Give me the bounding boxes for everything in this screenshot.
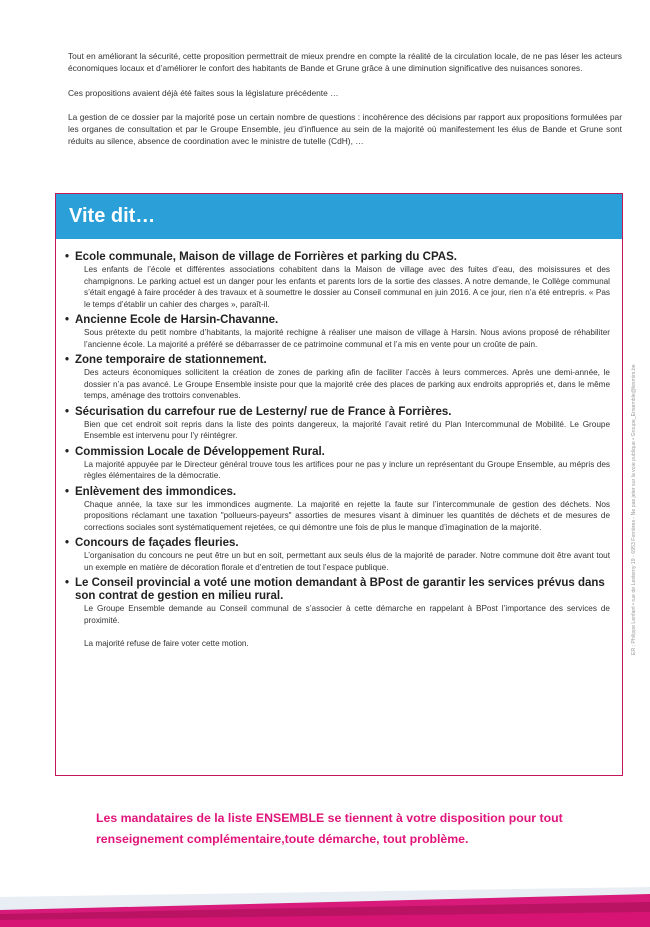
vite-dit-list	[65, 251, 610, 653]
item-body	[65, 367, 610, 402]
bullet-icon: •	[65, 445, 70, 458]
item-body	[65, 550, 610, 573]
item-body	[65, 327, 610, 350]
item-body	[65, 419, 610, 442]
decorative-footer-band	[0, 880, 650, 927]
list-item	[65, 537, 610, 573]
vite-dit-box	[55, 193, 623, 776]
intro-paragraph: La gestion de ce dossier par la majorité pose un certain nombre de questions : incohérence des décisions par rapport aux propositions formulées par les organes de consultation et par le Groupe Ensemble, jeu d’influence au sein de la majorité où manifestement les élus de Bande et Grune sont réduits au silence, absence de coordination avec le ministre de tutelle (CdH), …	[68, 111, 622, 147]
item-paragraph: Bien que cet endroit soit repris dans la liste des points dangereux, la majorité l’avait retiré du Plan Intercommunal de Mobilité. Le Groupe Ensemble est intervenu pour l’y réintégrer.	[84, 419, 610, 440]
item-title-text: Enlèvement des immondices.	[75, 485, 237, 498]
bullet-icon: •	[65, 314, 70, 326]
bullet-icon: •	[65, 354, 70, 366]
item-title	[65, 314, 610, 327]
list-item	[65, 406, 610, 442]
item-title	[65, 446, 610, 459]
item-title-text: Ancienne Ecole de Harsin-Chavanne.	[75, 314, 279, 326]
item-title	[65, 354, 610, 367]
item-body	[65, 459, 610, 482]
item-paragraph: La majorité appuyée par le Directeur général trouve tous les artifices pour ne pas y inclure un représentant du Groupe Ensemble, au mépris des règles élémentaires de la démocratie.	[84, 459, 610, 480]
item-title-text: Commission Locale de Développement Rural.	[75, 445, 325, 458]
item-title-text: Concours de façades fleuries.	[75, 537, 239, 549]
item-paragraph: Chaque année, la taxe sur les immondices augmente. La majorité en rejette la faute sur l’intercommunale de gestion des déchets. Nos propositions réclamant une taxation "pollueurs-payeurs" assorties de mesures visant à diminuer les quantités de déchets et de mesures de corrections sociales sont systématiquement rejetées, ce qui démontre une fois de plus le manque d’imagination de la majorité.	[84, 499, 610, 532]
bullet-icon: •	[65, 537, 70, 549]
item-paragraph: Des acteurs économiques sollicitent la création de zones de parking afin de faciliter l’accès à leurs commerces. Après une demi-année, le dossier n’a pas avancé. Le Groupe Ensemble insiste pour que la majorité crée des places de parking aux endroits appropriés et, dans le même temps, aménage des trottoirs convenables.	[84, 368, 610, 400]
item-paragraph: Sous prétexte du petit nombre d’habitants, la majorité rechigne à réaliser une maison de village à Harsin. Nous avions proposé de réhabiliter l’ancienne école. La majorité a préféré se débarrasser de ce patrimoine communal et l’a mis en vente pour un croûte de pain.	[84, 328, 610, 349]
bullet-icon: •	[65, 251, 70, 263]
item-body	[65, 499, 610, 534]
item-title-text: Sécurisation du carrefour rue de Lesterny/ rue de France à Forrières.	[75, 405, 452, 418]
item-paragraph: La majorité refuse de faire voter cette motion.	[84, 638, 249, 648]
list-item	[65, 486, 610, 534]
intro-text	[68, 50, 622, 160]
item-title-text: Ecole communale, Maison de village de Forrières et parking du CPAS.	[75, 251, 457, 263]
list-item	[65, 314, 610, 350]
item-paragraph: Le Groupe Ensemble demande au Conseil communal de s’associer à cette démarche en rappelant à BPost l’importance des services de proximité.	[84, 604, 610, 625]
item-title	[65, 251, 610, 264]
list-item	[65, 354, 610, 402]
bullet-icon: •	[65, 485, 70, 498]
list-item	[65, 251, 610, 310]
intro-paragraph: Tout en améliorant la sécurité, cette proposition permettrait de mieux prendre en compte la réalité de la circulation locale, de ne pas léser les acteurs économiques locaux et d’améliorer le confort des habitants de Bande et Grune grâce à une diminution significative des nuisances sonores.	[68, 51, 622, 74]
list-item	[65, 446, 610, 482]
contact-message: Les mandataires de la liste ENSEMBLE se tiennent à votre disposition pour tout renseignement complémentaire,toute démarche, tout problème.	[96, 811, 563, 846]
item-paragraph: Les enfants de l’école et différentes associations cohabitent dans la Maison de village avec des fuites d’eau, des moisissures et des champignons. Le parking actuel est un danger pour les enfants et parents lors de la sortie des classes. A notre demande, le Collège communal s’était engagé à faire procéder à des travaux et à soumettre le dossier au Conseil communal en juin 2016. A ce jour, rien n’a été entrepris. « Pas le temps d’établir un cahier des charges », paraît-il.	[84, 265, 610, 309]
bullet-icon: •	[65, 405, 70, 418]
item-paragraph: L’organisation du concours ne peut être un but en soit, permettant aux seuls élus de la majorité de parader. Notre commune doit être avant tout un exemple en matière de décoration florale et d’entretien de tout l’espace publique.	[84, 551, 610, 572]
box-title: Vite dit…	[56, 194, 622, 239]
item-body	[65, 603, 610, 649]
item-title-text: Le Conseil provincial a voté une motion demandant à BPost de garantir les services prévus dans son contrat de gestion en milieu rural.	[75, 577, 605, 602]
item-title	[65, 577, 610, 603]
intro-paragraph: Ces propositions avaient déjà été faites sous la législature précédente …	[68, 87, 339, 98]
list-item	[65, 577, 610, 649]
item-body	[65, 264, 610, 310]
publisher-note: ER : Philippe Lenfant • rue de Lesterny 19 - 6953 Forrières - Ne pas jeter sur la voie publique • Groupe_Ensemble@lesmirs.be	[631, 364, 637, 655]
item-title-text: Zone temporaire de stationnement.	[75, 354, 267, 366]
item-title	[65, 486, 610, 499]
item-title	[65, 537, 610, 550]
bullet-icon: •	[65, 577, 70, 589]
item-title	[65, 406, 610, 419]
